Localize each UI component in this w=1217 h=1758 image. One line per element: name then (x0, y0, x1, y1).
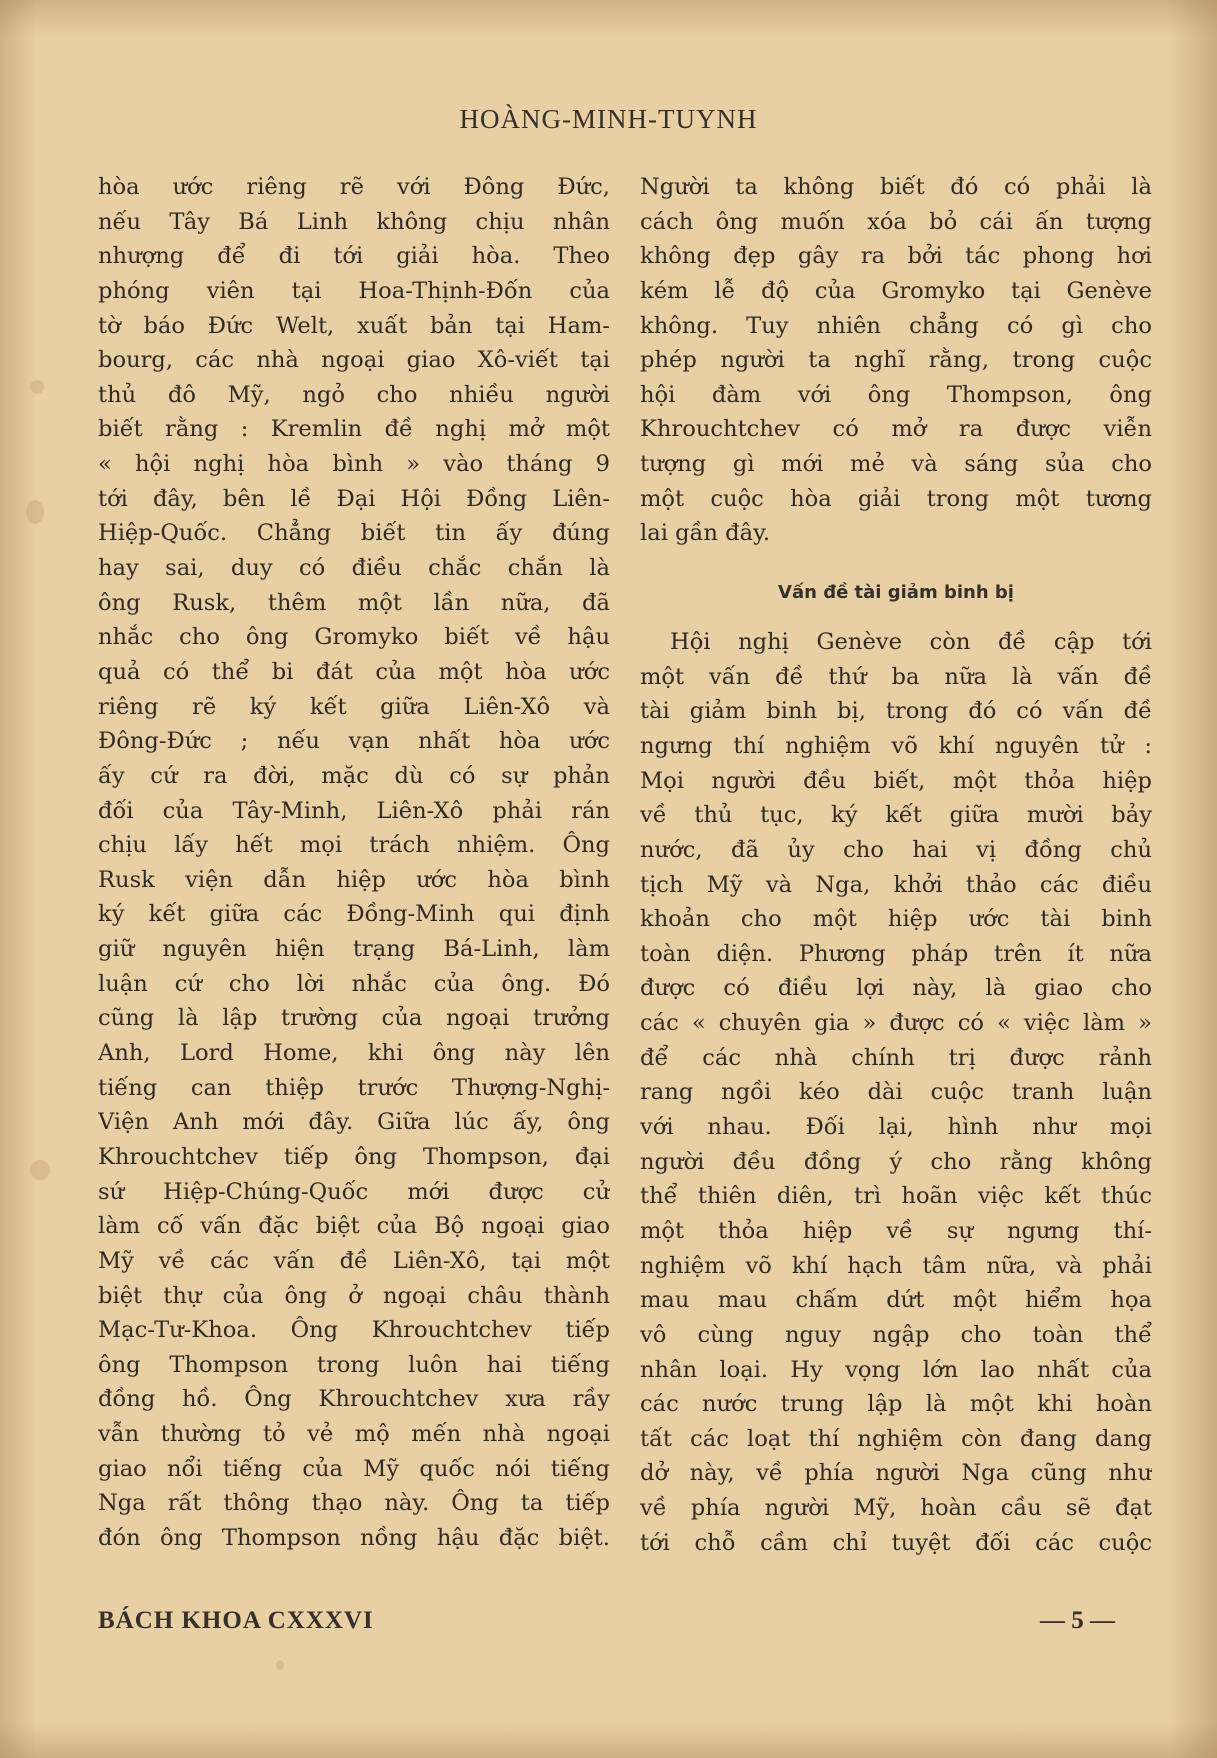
text-line: chịu lấy hết mọi trách nhiệm. Ông (98, 832, 610, 859)
text-line: một thỏa hiệp về sự ngưng thí- (640, 1217, 1152, 1244)
right-column-top (640, 170, 1152, 551)
stain (26, 500, 44, 524)
text-line: làm cố vấn đặc biệt của Bộ ngoại giao (98, 1213, 610, 1240)
stain (276, 1660, 284, 1670)
text-line: Anh, Lord Home, khi ông này lên (98, 1040, 610, 1067)
text-line: quả có thể bi đát của một hòa ước (98, 658, 610, 685)
text-line: biệt thự của ông ở ngoại châu thành (98, 1282, 610, 1309)
text-line: giữ nguyên hiện trạng Bá-Linh, làm (98, 936, 610, 963)
text-line: tượng gì mới mẻ và sáng sủa cho (640, 451, 1152, 478)
section-subheading: Vấn đề tài giảm binh bị (778, 582, 1014, 604)
text-line: tới chỗ cầm chỉ tuyệt đối các cuộc (640, 1529, 1152, 1556)
text-line: thủ đô Mỹ, ngỏ cho nhiều người (98, 381, 610, 408)
text-line: để các nhà chính trị được rảnh (640, 1044, 1152, 1071)
text-line: luận cứ cho lời nhắc của ông. Đó (98, 970, 610, 997)
right-column (640, 170, 1152, 1560)
text-line: ấy cứ ra đời, mặc dù có sự phản (98, 762, 610, 789)
text-line: phép người ta nghĩ rằng, trong cuộc (640, 347, 1152, 374)
text-line: cách ông muốn xóa bỏ cái ấn tượng (640, 208, 1152, 235)
text-line: thể thiên diên, trì hoãn việc kết thúc (640, 1183, 1152, 1210)
text-line: nhân loại. Hy vọng lớn lao nhất của (640, 1356, 1152, 1383)
magazine-name: BÁCH KHOA CXXXVI (98, 1607, 374, 1634)
text-line: một vấn đề thứ ba nữa là vấn đề (640, 663, 1152, 690)
text-line: bourg, các nhà ngoại giao Xô-viết tại (98, 347, 610, 374)
text-line: rang ngồi kéo dài cuộc tranh luận (640, 1079, 1152, 1106)
text-line: tất các loạt thí nghiệm còn đang dang (640, 1425, 1152, 1452)
running-title: HOÀNG-MINH-TUYNH (459, 104, 758, 134)
text-line: nếu Tây Bá Linh không chịu nhân (98, 208, 610, 235)
left-column (98, 170, 610, 1556)
text-line: Nga rất thông thạo này. Ông ta tiếp (98, 1490, 610, 1517)
text-line: ông Thompson trong luôn hai tiếng (98, 1351, 610, 1378)
text-line: tiếng can thiệp trước Thượng-Nghị- (98, 1074, 610, 1101)
text-line: Mạc-Tư-Khoa. Ông Khrouchtchev tiếp (98, 1317, 610, 1344)
text-line: Mọi người đều biết, một thỏa hiệp (640, 767, 1152, 794)
text-line: ngưng thí nghiệm võ khí nguyên tử : (640, 732, 1152, 759)
text-line: Hiệp-Quốc. Chẳng biết tin ấy đúng (98, 520, 610, 547)
text-line: đón ông Thompson nồng hậu đặc biệt. (98, 1524, 610, 1551)
text-line: dở này, về phía người Nga cũng như (640, 1460, 1152, 1487)
text-line: tài giảm binh bị, trong đó có vấn đề (640, 698, 1152, 725)
text-line: một cuộc hòa giải trong một tương (640, 485, 1152, 512)
text-line: không. Tuy nhiên chẳng có gì cho (640, 312, 1152, 339)
text-line: Đông-Đức ; nếu vạn nhất hòa ước (98, 728, 610, 755)
text-line: tờ báo Đức Welt, xuất bản tại Ham- (98, 312, 610, 339)
text-line: riêng rẽ ký kết giữa Liên-Xô và (98, 693, 610, 720)
text-line: « hội nghị hòa bình » vào tháng 9 (98, 451, 610, 478)
text-line: Khrouchtchev có mở ra được viễn (640, 416, 1152, 443)
text-line: về phía người Mỹ, hoàn cầu sẽ đạt (640, 1495, 1152, 1522)
text-line: vô cùng nguy ngập cho toàn thể (640, 1321, 1152, 1348)
text-line: nước, đã ủy cho hai vị đồng chủ (640, 836, 1152, 863)
text-line: các nước trung lập là một khi hoàn (640, 1391, 1152, 1418)
text-line: Rusk viện dẫn hiệp ước hòa bình (98, 866, 610, 893)
text-line: lai gần đây. (640, 520, 771, 547)
text-line: kém lễ độ của Gromyko tại Genève (640, 277, 1152, 304)
text-line: phóng viên tại Hoa-Thịnh-Đốn của (98, 277, 610, 304)
text-line: nhắc cho ông Gromyko biết về hậu (98, 624, 610, 651)
text-line: mau mau chấm dứt một hiểm họa (640, 1287, 1152, 1314)
text-line: toàn diện. Phương pháp trên ít nữa (640, 940, 1152, 967)
stain (30, 1160, 50, 1180)
text-line: sứ Hiệp-Chúng-Quốc mới được cử (98, 1178, 610, 1205)
text-line: hòa ước riêng rẽ với Đông Đức, (98, 174, 610, 200)
text-line: về thủ tục, ký kết giữa mười bảy (640, 802, 1152, 829)
text-line: tới đây, bên lề Đại Hội Đồng Liên- (98, 485, 610, 512)
text-line: giao nổi tiếng của Mỹ quốc nói tiếng (98, 1455, 610, 1482)
text-line: với nhau. Đối lại, hình như mọi (640, 1114, 1152, 1141)
text-line: người đều đồng ý cho rằng không (640, 1148, 1152, 1175)
page-number: — 5 — (1040, 1607, 1115, 1634)
text-line: Mỹ về các vấn đề Liên-Xô, tại một (98, 1247, 610, 1274)
text-line: các « chuyên gia » được có « việc làm » (640, 1010, 1152, 1037)
text-line: hội đàm với ông Thompson, ông (640, 381, 1152, 408)
text-line: nghiệm võ khí hạch tâm nữa, và phải (640, 1252, 1152, 1279)
stain (30, 380, 44, 394)
text-line: Khrouchtchev tiếp ông Thompson, đại (98, 1143, 610, 1170)
text-line: tịch Mỹ và Nga, khởi thảo các điều (640, 871, 1152, 898)
text-line: hay sai, duy có điều chắc chắn là (98, 555, 610, 582)
text-line: được có điều lợi này, là giao cho (640, 975, 1152, 1002)
text-line: Người ta không biết đó có phải là (640, 174, 1152, 200)
text-line: nhượng để đi tới giải hòa. Theo (98, 243, 610, 270)
text-line: khoản cho một hiệp ước tài binh (640, 906, 1152, 933)
text-line: Viện Anh mới đây. Giữa lúc ấy, ông (98, 1109, 610, 1136)
text-line: vẫn thường tỏ vẻ mộ mến nhà ngoại (98, 1421, 610, 1448)
text-line: ký kết giữa các Đồng-Minh qui định (98, 901, 610, 928)
text-line: cũng là lập trường của ngoại trưởng (98, 1005, 610, 1032)
text-line: đồng hồ. Ông Khrouchtchev xưa rầy (98, 1386, 610, 1413)
text-line: Hội nghị Genève còn đề cập tới (670, 629, 1152, 656)
text-line: biết rằng : Kremlin đề nghị mở một (98, 416, 610, 443)
text-line: không đẹp gây ra bởi tác phong hơi (640, 243, 1152, 270)
right-column-bottom (640, 625, 1152, 1560)
text-line: đối của Tây-Minh, Liên-Xô phải rán (98, 797, 610, 824)
text-line: ông Rusk, thêm một lần nữa, đã (98, 589, 610, 616)
